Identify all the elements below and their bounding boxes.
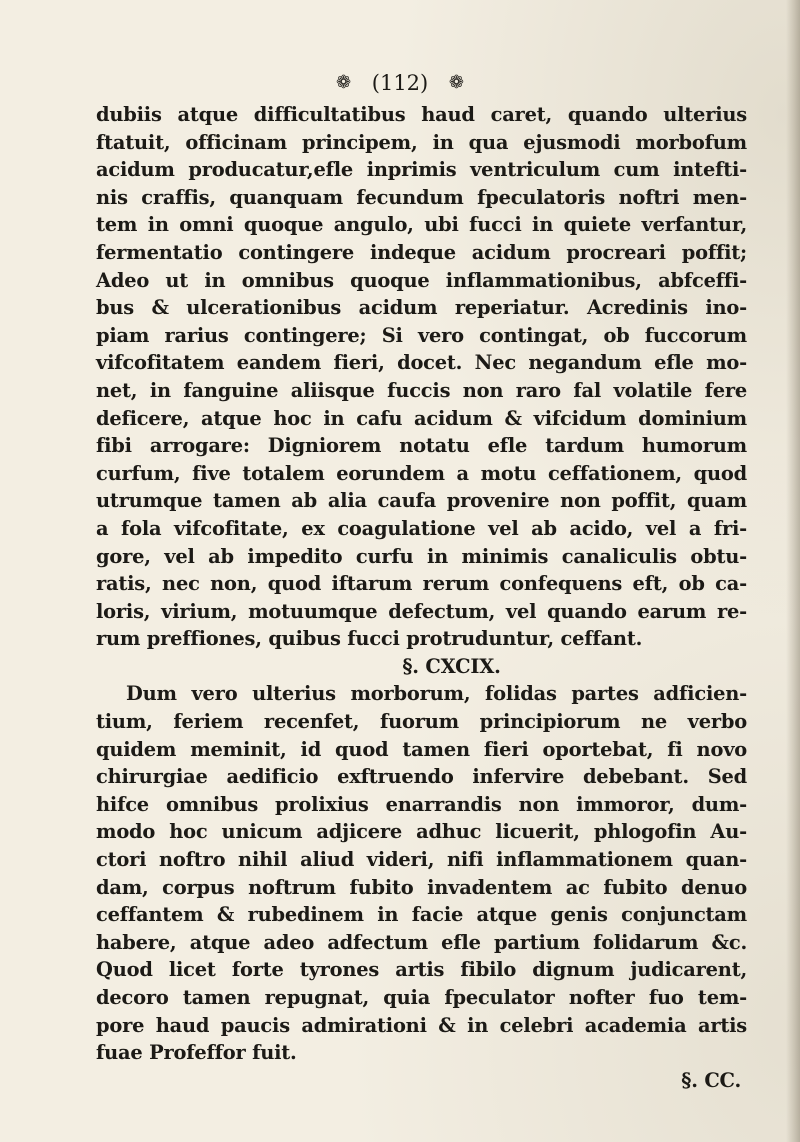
text-line: fuae Profeffor fuit.	[96, 1041, 297, 1065]
text-line: fermentatio contingere indeque acidum procreari poffit;	[96, 240, 747, 264]
text-line: acidum producatur,efle inprimis ventriculum cum intefti-	[96, 158, 747, 182]
text-line: hifce omnibus prolixius enarrandis non immoror, dum-	[96, 792, 747, 816]
text-line: Adeo ut in omnibus quoque inflammationibus, abfceffi-	[96, 268, 747, 292]
text-line: ratis, nec non, quod iftarum rerum confequens eft, ob ca-	[96, 572, 747, 596]
text-line: curfum, five totalem eorundem a motu ceffationem, quod	[96, 461, 747, 485]
text-line: modo hoc unicum adjicere adhuc licuerit, phlogofin Au-	[96, 820, 747, 844]
text-line: fibi arrogare: Digniorem notatu efle tardum humorum	[96, 434, 747, 458]
text-line: dubiis atque difficultatibus haud caret, quando ulterius	[96, 103, 747, 126]
text-line: bus & ulcerationibus acidum reperiatur. Acredinis ino-	[96, 296, 747, 320]
text-line: a fola vifcofitate, ex coagulatione vel ab acido, vel a fri-	[96, 516, 747, 540]
page-number: (112)	[371, 70, 429, 95]
text-line: ctori noftro nihil aliud videri, nifi inflammationem quan-	[96, 848, 747, 872]
text-line: ftatuit, officinam principem, in qua ejusmodi morbofum	[96, 130, 747, 154]
text-line: deficere, atque hoc in cafu acidum & vifcidum dominium	[96, 406, 747, 430]
paragraph-2	[96, 680, 747, 1066]
fleuron-left-icon: ❁	[335, 71, 352, 93]
body-text	[96, 101, 747, 1094]
section-heading: §. CXCIX.	[402, 654, 501, 678]
text-line: ceffantem & rubedinem in facie atque genis conjunctam	[96, 903, 747, 927]
text-line: gore, vel ab impedito curfu in minimis canaliculis obtu-	[96, 544, 747, 568]
catchword: §. CC.	[681, 1068, 741, 1092]
text-line: chirurgiae aedificio exftruendo infervire debebant. Sed	[96, 765, 747, 789]
text-line: habere, atque adeo adfectum efle partium folidarum &c.	[96, 930, 747, 954]
text-line: tem in omni quoque angulo, ubi fucci in quiete verfantur,	[96, 213, 747, 237]
text-line: Quod licet forte tyrones artis fibilo dignum judicarent,	[96, 958, 747, 982]
text-line: nis craffis, quanquam fecundum fpeculatoris noftri men-	[96, 185, 747, 209]
page-edge-shadow	[786, 0, 800, 1142]
page-header	[0, 68, 800, 96]
paragraph-1	[96, 101, 747, 653]
text-line: loris, virium, motuumque defectum, vel quando earum re-	[96, 599, 747, 623]
text-line: rum preffiones, quibus fucci protruduntur, ceffant.	[96, 627, 643, 651]
text-line: utrumque tamen ab alia caufa provenire non poffit, quam	[96, 489, 747, 513]
text-line: pore haud paucis admirationi & in celebri academia artis	[96, 1013, 747, 1037]
text-line: Dum vero ulterius morborum, folidas partes adficien-	[126, 682, 747, 706]
text-line: vifcofitatem eandem fieri, docet. Nec negandum efle mo-	[96, 351, 747, 375]
text-line: tium, feriem recenfet, fuorum principiorum ne verbo	[96, 710, 747, 734]
fleuron-right-icon: ❁	[448, 71, 465, 93]
text-line: quidem meminit, id quod tamen fieri oportebat, fi novo	[96, 737, 747, 761]
text-line: net, in fanguine aliisque fuccis non raro fal volatile fere	[96, 378, 747, 402]
text-line: piam rarius contingere; Si vero contingat, ob fuccorum	[96, 323, 747, 347]
text-line: dam, corpus noftrum fubito invadentem ac fubito denuo	[96, 875, 747, 899]
text-line: decoro tamen repugnat, quia fpeculator nofter fuo tem-	[96, 986, 747, 1009]
